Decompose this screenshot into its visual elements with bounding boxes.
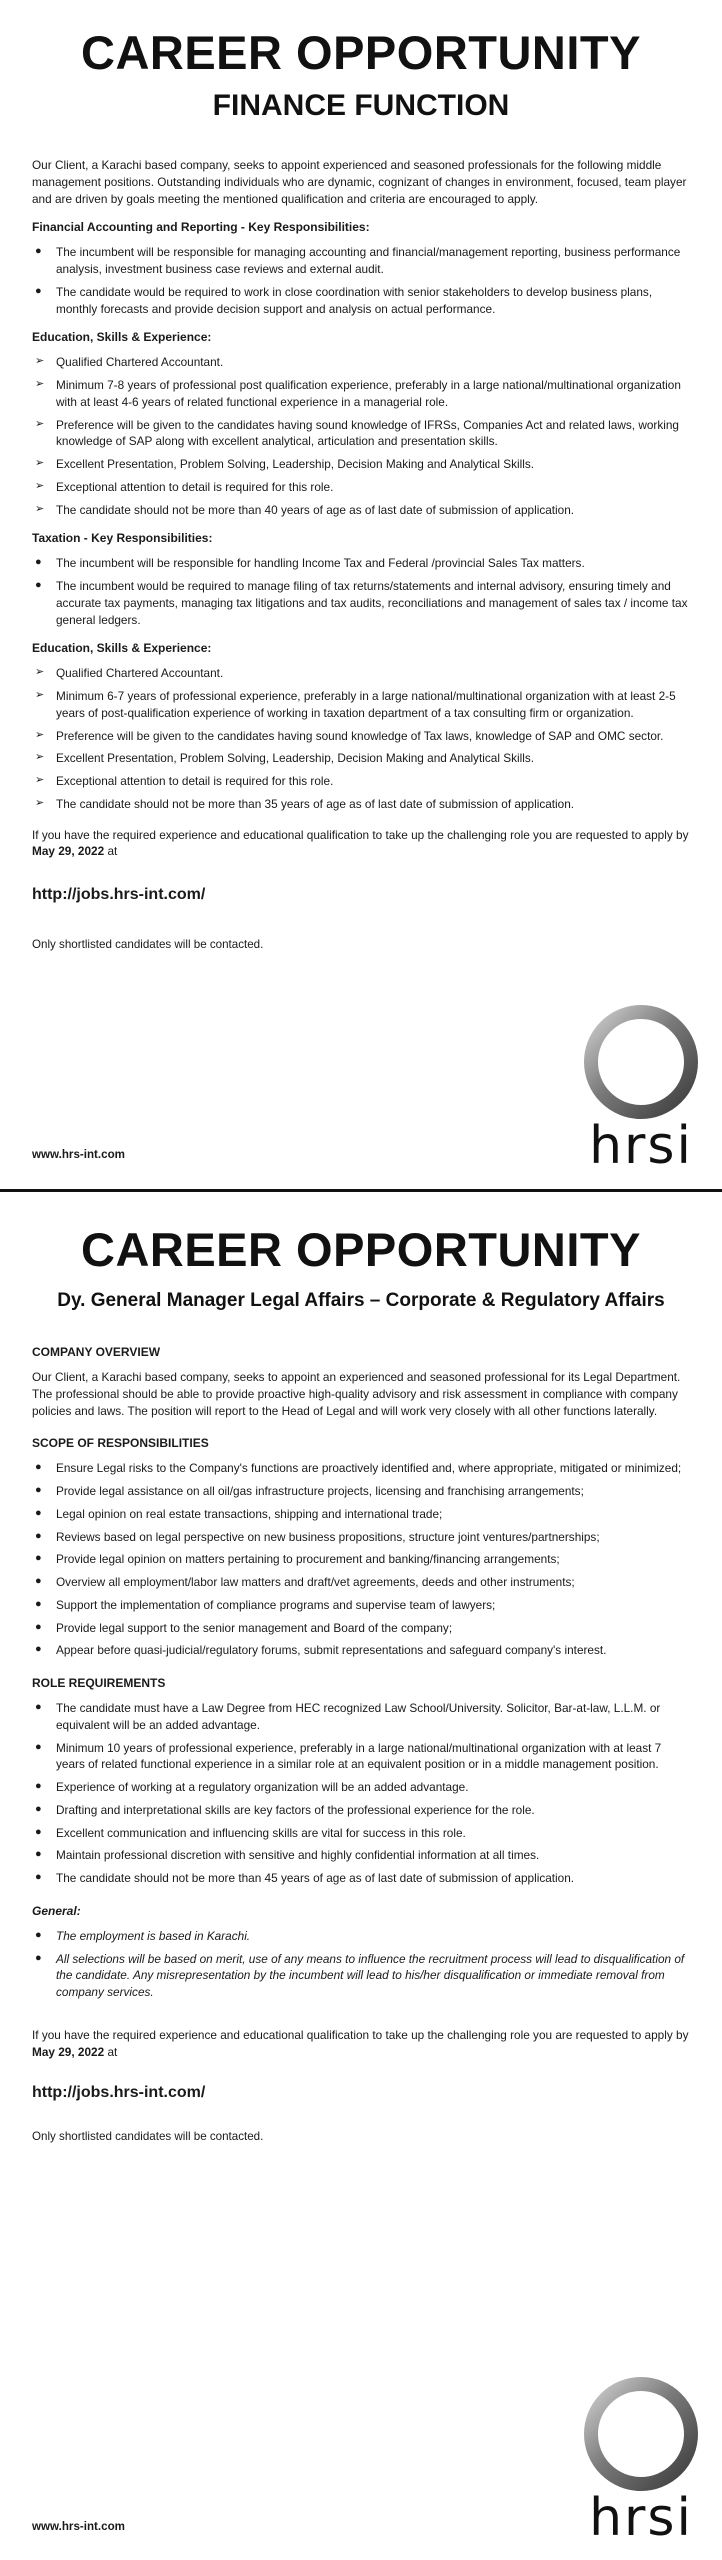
bullet-icon: ●: [35, 1597, 42, 1610]
list-item-text: The candidate should not be more than 45 years of age as of last date of submission of application.: [56, 1871, 575, 1886]
list-item: [32, 377, 690, 411]
bullet-icon: ●: [35, 1506, 42, 1519]
list-item-text: The candidate must have a Law Degree from HEC recognized Law School/University. Solicitor, Bar-at-law, L.L.M. or equivalent will be an added advantage.: [56, 1701, 661, 1732]
bullet-icon: ●: [35, 284, 42, 297]
arrow-bullet-icon: ➢: [35, 796, 45, 809]
list-item: [32, 1529, 690, 1546]
bullet-icon: ●: [35, 1780, 42, 1793]
list-item: [32, 773, 690, 790]
apply-date: May 29, 2022: [32, 844, 105, 859]
bullet-icon: ●: [35, 1951, 42, 1964]
bullet-icon: ●: [35, 1740, 42, 1753]
list-item-text: The incumbent would be required to manage filing of tax returns/statements and internal advisory, ensuring timely and accurate tax payments, managing tax litigations and tax audits, reconciliations and management of sales tax / income tax general ledgers.: [56, 579, 688, 627]
list-item-text: Qualified Chartered Accountant.: [56, 666, 224, 681]
list-item: [32, 796, 690, 813]
arrow-bullet-icon: ➢: [35, 774, 45, 787]
list-item: [32, 1928, 690, 1945]
ring-icon: [582, 1002, 700, 1120]
bullet-icon: ●: [35, 1575, 42, 1588]
finance-ad: [0, 0, 722, 1191]
list-item: [32, 1740, 690, 1774]
hrsi-logo: [582, 1002, 700, 1176]
list-item-text: Minimum 10 years of professional experience, preferably in a large national/multinational organization with at least 7 years of related functional experience in a similar role at an equivalent position or in a middle management position.: [56, 1740, 662, 1772]
list-item-text: Exceptional attention to detail is required for this role.: [56, 479, 334, 494]
list-item: [32, 578, 690, 628]
overview-paragraph: Our Client, a Karachi based company, seeks to appoint an experienced and seasoned professional for its Legal Department. The professional should be able to provide proactive high-quality advisory and risk assessment in compliance with company policies and laws. The position will report to the Head of Legal and will work very closely with all other functions laterally.: [32, 1370, 681, 1418]
list-item: [32, 1642, 690, 1659]
scope-list: [32, 1460, 690, 1659]
list-item: [32, 1551, 690, 1568]
apply-date: May 29, 2022: [32, 2044, 105, 2059]
hrsi-logo-legal: [582, 2374, 700, 2548]
bullet-icon: ●: [35, 1871, 42, 1884]
bullet-icon: ●: [35, 556, 42, 569]
bullet-icon: ●: [35, 579, 42, 592]
list-item: [32, 688, 690, 722]
list-item: [32, 1483, 690, 1500]
arrow-bullet-icon: ➢: [35, 378, 45, 391]
bullet-icon: ●: [35, 1643, 42, 1656]
page-title-legal: CAREER OPPORTUNITY: [81, 1223, 641, 1276]
section-heading: Financial Accounting and Reporting - Key Responsibilities:: [32, 220, 370, 235]
list-item: [32, 750, 690, 767]
list-item-text: Provide legal assistance on all oil/gas infrastructure projects, licensing and franchising arrangements;: [56, 1484, 584, 1499]
list-item-text: Exceptional attention to detail is required for this role.: [56, 774, 334, 789]
section-list: [32, 555, 690, 628]
list-item-text: Preference will be given to the candidates having sound knowledge of Tax laws, knowledge of SAP and OMC sector.: [56, 728, 664, 743]
position-title: Dy. General Manager Legal Affairs – Corporate & Regulatory Affairs: [57, 1290, 665, 1311]
list-item-text: Support the implementation of compliance programs and supervise team of lawyers;: [56, 1597, 496, 1612]
list-item-text: Excellent Presentation, Problem Solving, Leadership, Decision Making and Analytical Skills.: [56, 751, 535, 766]
list-item: [32, 479, 690, 496]
list-item-text: Preference will be given to the candidates having sound knowledge of IFRSs, Companies Act and related laws, working knowledge of SAP along with excellent analytical, articulation and presentation skills.: [56, 417, 679, 449]
logo-wordmark: hrsi: [589, 2488, 693, 2548]
bullet-icon: ●: [35, 1848, 42, 1861]
website-link[interactable]: www.hrs-int.com: [32, 1148, 125, 1161]
list-item: [32, 417, 690, 451]
list-item-text: Experience of working at a regulatory organization will be an added advantage.: [56, 1780, 469, 1795]
sections-container: [32, 219, 690, 812]
bullet-icon: ●: [35, 1802, 42, 1815]
section-heading: Taxation - Key Responsibilities:: [32, 531, 213, 546]
list-item: [32, 284, 690, 318]
shortlist-note-legal: Only shortlisted candidates will be contacted.: [32, 2130, 264, 2144]
overview-heading: COMPANY OVERVIEW: [32, 1345, 161, 1359]
list-item: [32, 1870, 690, 1887]
arrow-bullet-icon: ➢: [35, 479, 45, 492]
bullet-icon: ●: [35, 1552, 42, 1565]
ring-icon: [582, 2374, 700, 2492]
list-item-text: Qualified Chartered Accountant.: [56, 355, 224, 370]
list-item: [32, 1460, 690, 1477]
role-heading: ROLE REQUIREMENTS: [32, 1676, 166, 1691]
list-item: [32, 728, 690, 745]
list-item-text: The candidate should not be more than 40 years of age as of last date of submission of application.: [56, 502, 575, 517]
list-item: [32, 1620, 690, 1637]
intro-paragraph: Our Client, a Karachi based company, seeks to appoint experienced and seasoned professionals for the following middle management positions. Outstanding individuals who are dynamic, cognizant of changes in environment, focused, team player and are driven by goals meeting the mentioned qualification and criteria are encouraged to apply.: [32, 158, 687, 206]
list-item-text: Minimum 6-7 years of professional experience, preferably in a large national/multinational organization with at least 2-5 years of post-qualification experience of working in taxation department of a tax consulting firm or organization.: [56, 689, 676, 720]
arrow-bullet-icon: ➢: [35, 355, 45, 368]
list-item: [32, 665, 690, 682]
scope-heading: SCOPE OF RESPONSIBILITIES: [32, 1436, 209, 1451]
role-list: [32, 1700, 690, 1887]
apply-suffix: at: [107, 2044, 118, 2059]
bullet-icon: ●: [35, 1928, 42, 1941]
list-item: [32, 555, 690, 572]
list-item-text: Legal opinion on real estate transactions, shipping and international trade;: [56, 1506, 443, 1521]
arrow-bullet-icon: ➢: [35, 728, 45, 741]
list-item: [32, 1951, 690, 2001]
list-item-text: Minimum 7-8 years of professional post qualification experience, preferably in a large national/multinational organization with at least 4-6 years of related functional experience in a managerial role.: [56, 378, 681, 409]
section-list: [32, 665, 690, 812]
apply-paragraph: [32, 827, 690, 861]
shortlist-note: Only shortlisted candidates will be contacted.: [32, 937, 264, 951]
apply-suffix: at: [107, 844, 118, 859]
list-item-text: Provide legal opinion on matters pertaining to procurement and banking/financing arrangements;: [56, 1552, 560, 1567]
arrow-bullet-icon: ➢: [35, 502, 45, 515]
arrow-bullet-icon: ➢: [35, 666, 45, 679]
website-link-legal[interactable]: www.hrs-int.com: [32, 2520, 125, 2533]
list-item: [32, 1802, 690, 1819]
bullet-icon: ●: [35, 1461, 42, 1474]
list-item-text: Provide legal support to the senior management and Board of the company;: [56, 1620, 453, 1635]
apply-text: If you have the required experience and educational qualification to take up the challenging role you are requested to apply by: [32, 827, 689, 842]
ad-subtitle: FINANCE FUNCTION: [212, 89, 510, 122]
list-item: [32, 354, 690, 371]
list-item-text: All selections will be based on merit, use of any means to influence the recruitment process will lead to disqualification of the candidate. Any misrepresentation by the incumbent will lead to his/her disqualification or immediate removal from company services.: [56, 1951, 685, 2000]
list-item: [32, 456, 690, 473]
apply-paragraph-legal: [32, 2027, 690, 2061]
list-item-text: Appear before quasi-judicial/regulatory forums, submit representations and safeguard company's interest.: [56, 1643, 607, 1658]
list-item-text: The incumbent will be responsible for managing accounting and financial/management reporting, business performance analysis, investment business case reviews and external audit.: [56, 245, 681, 277]
bullet-icon: ●: [35, 1825, 42, 1838]
list-item: [32, 1506, 690, 1523]
list-item-text: The candidate would be required to work in close coordination with senior stakeholders to develop business plans, monthly forecasts and provide decision support and analysis on actual performance.: [56, 284, 653, 316]
list-item-text: Excellent Presentation, Problem Solving, Leadership, Decision Making and Analytical Skills.: [56, 457, 535, 472]
list-item: [32, 1779, 690, 1796]
list-item: [32, 1847, 690, 1864]
list-item: [32, 1700, 690, 1734]
list-item-text: Excellent communication and influencing skills are vital for success in this role.: [56, 1825, 466, 1840]
section-heading: Education, Skills & Experience:: [32, 641, 212, 656]
arrow-bullet-icon: ➢: [35, 417, 45, 430]
list-item: [32, 1574, 690, 1591]
section-list: [32, 244, 690, 317]
list-item-text: Drafting and interpretational skills are key factors of the professional experience for the role.: [56, 1802, 535, 1817]
bullet-icon: ●: [35, 1484, 42, 1497]
logo-wordmark: hrsi: [589, 1116, 693, 1176]
bullet-icon: ●: [35, 1701, 42, 1714]
legal-ad: [0, 1191, 722, 2560]
list-item-text: The incumbent will be responsible for handling Income Tax and Federal /provincial Sales Tax matters.: [56, 556, 585, 571]
list-item: [32, 1597, 690, 1614]
section-heading: Education, Skills & Experience:: [32, 330, 212, 345]
page-title: CAREER OPPORTUNITY: [81, 26, 641, 79]
list-item-text: The employment is based in Karachi.: [56, 1928, 251, 1943]
jobs-link-legal[interactable]: http://jobs.hrs-int.com/: [32, 2084, 206, 2102]
general-heading: General:: [32, 1903, 81, 1918]
list-item-text: Overview all employment/labor law matters and draft/vet agreements, deeds and other instruments;: [56, 1575, 575, 1590]
list-item-text: Ensure Legal risks to the Company's functions are proactively identified and, where appropriate, mitigated or minimized;: [56, 1461, 682, 1476]
list-item-text: The candidate should not be more than 35 years of age as of last date of submission of application.: [56, 796, 575, 811]
arrow-bullet-icon: ➢: [35, 689, 45, 702]
apply-text: If you have the required experience and educational qualification to take up the challenging role you are requested to apply by: [32, 2027, 689, 2042]
arrow-bullet-icon: ➢: [35, 457, 45, 470]
bullet-icon: ●: [35, 245, 42, 258]
section-list: [32, 354, 690, 518]
list-item-text: Maintain professional discretion with sensitive and highly confidential information at all times.: [56, 1848, 540, 1863]
list-item-text: Reviews based on legal perspective on new business propositions, structure joint ventures/partnerships;: [56, 1529, 600, 1544]
jobs-link[interactable]: http://jobs.hrs-int.com/: [32, 886, 206, 904]
general-list: [32, 1928, 690, 2001]
bullet-icon: ●: [35, 1529, 42, 1542]
list-item: [32, 502, 690, 519]
bullet-icon: ●: [35, 1620, 42, 1633]
list-item: [32, 244, 690, 278]
arrow-bullet-icon: ➢: [35, 751, 45, 764]
list-item: [32, 1825, 690, 1842]
